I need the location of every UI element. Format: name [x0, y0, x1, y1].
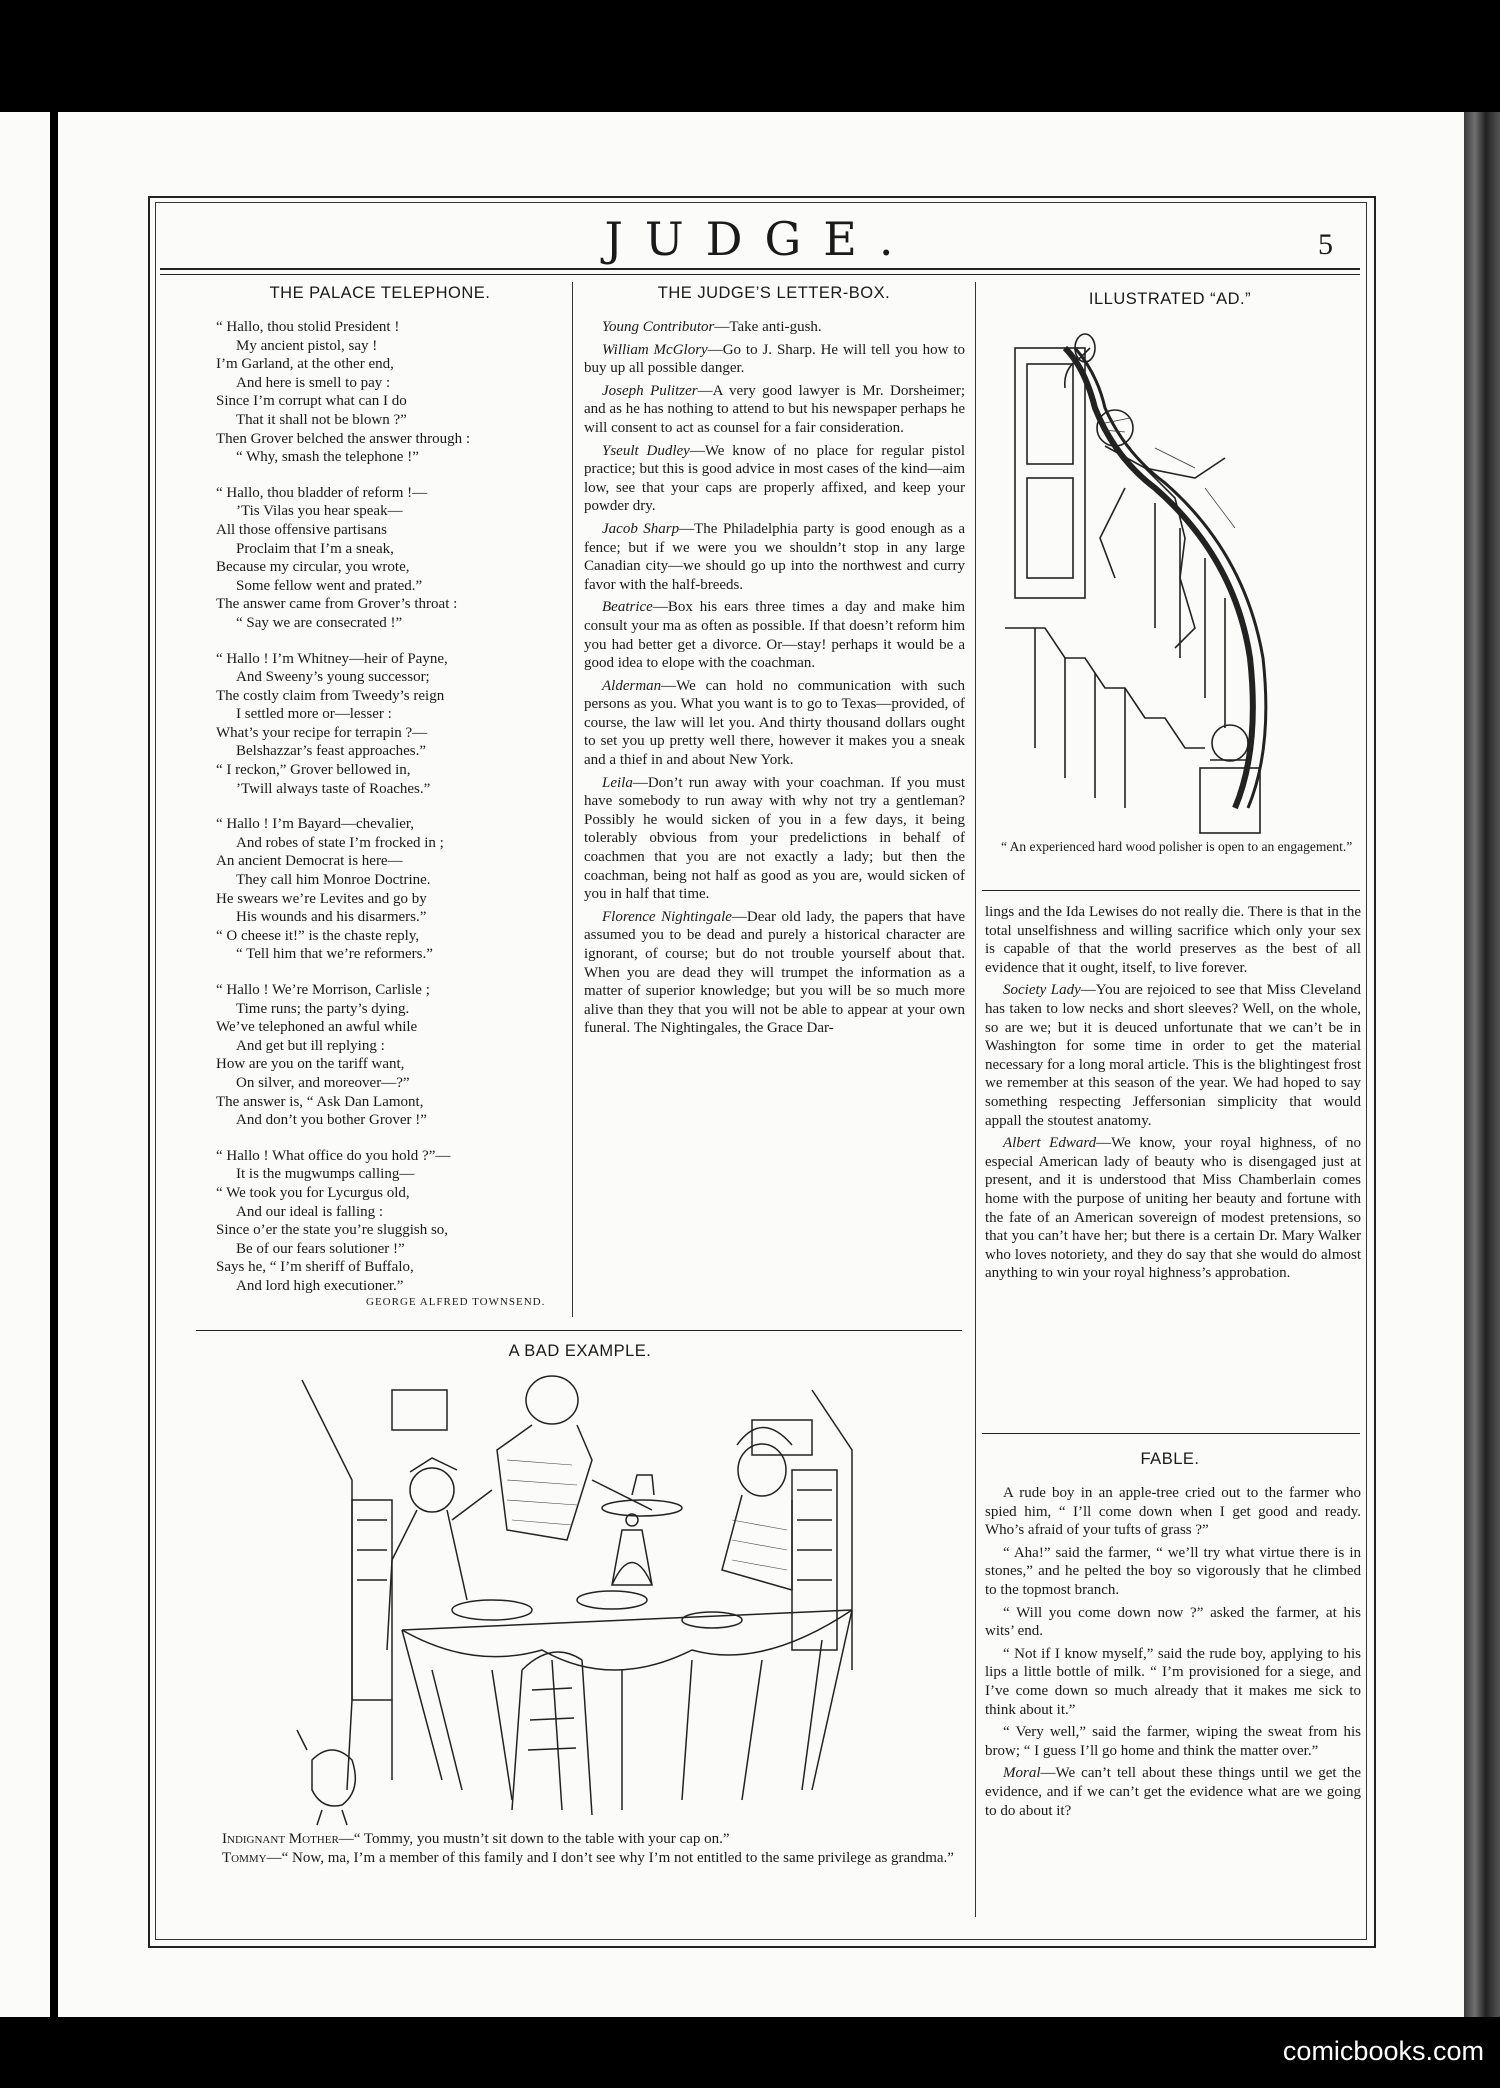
poem-line: “ Say we are consecrated !” — [236, 614, 403, 631]
poem-line: Time runs; the party’s dying. — [236, 1000, 410, 1017]
poem-line: He swears we’re Levites and go by — [216, 890, 427, 907]
correspondent-name: Yseult Dudley — [602, 442, 690, 459]
poem-line: And here is smell to pay : — [236, 374, 391, 391]
reply-text: —You are rejoiced to see that Miss Cleveland has taken to low necks and short sleeves? Well, on the whole, so are we; but it is deuced unfortunate that we can’t be in Washington for some time in order to get the material necessary for a long moral article. This is the blightingest frost we remember at this season of the year. We had hoped to say something respecting Jeffersonian simplicity that would appall the stoutest anatomy. — [985, 982, 1361, 1129]
fable-title: FABLE. — [1140, 1450, 1200, 1468]
poem-line: The answer is, “ Ask Dan Lamont, — [216, 1093, 424, 1110]
poem-stanza — [216, 484, 566, 633]
reply-text: —The Philadelphia party is good enough as a fence; but if we were you we shouldn’t stop in any large Canadian city—we should go up into the northwest and curry favor with the half-breeds. — [584, 520, 965, 593]
correspondent-name: Albert Edward — [1003, 1135, 1097, 1152]
letter-entry — [584, 677, 965, 770]
poem-line: We’ve telephoned an awful while — [216, 1019, 418, 1036]
correspondent-name: Jacob Sharp — [602, 520, 680, 537]
poem-stanza — [216, 650, 566, 799]
poem-line: And get but ill replying : — [236, 1037, 385, 1054]
poem-line: What’s your recipe for terrapin ?— — [216, 724, 428, 741]
palace-telephone-poem — [216, 318, 566, 1313]
poem-line: The costly claim from Tweedy’s reign — [216, 687, 445, 704]
masthead-rule-top — [160, 268, 1360, 270]
poem-line: “ Hallo, thou bladder of reform !— — [216, 484, 428, 501]
fable-paragraph: “ Very well,” said the farmer, wiping the sweat from his brow; “ I guess I’ll go home and think the matter over.” — [985, 1724, 1361, 1759]
poem-line: I’m Garland, at the other end, — [216, 356, 394, 373]
poem-line: The answer came from Grover’s throat : — [216, 596, 458, 613]
page-number: 5 — [1318, 228, 1333, 261]
poem-line: “ Hallo ! What office do you hold ?”— — [216, 1147, 451, 1164]
previous-page-edge — [0, 112, 50, 2017]
illustrated-ad-title: ILLUSTRATED “AD.” — [1088, 290, 1252, 308]
poem-line: And robes of state I’m frocked in ; — [236, 834, 444, 851]
bad-example-rule — [196, 1330, 962, 1331]
fable-paragraph: A rude boy in an apple-tree cried out to the farmer who spied him, “ I’ll come down when I get good and ready. Who’s afraid of your tufts of grass ?” — [985, 1485, 1361, 1539]
watermark: comicbooks.com — [1282, 2036, 1484, 2066]
moral-text: —We can’t tell about these things until we get the evidence, and if we can’t get the evidence what are we going to do about it? — [985, 1765, 1361, 1819]
letter-box-title: THE JUDGE’S LETTER-BOX. — [657, 284, 891, 302]
poem-line: My ancient pistol, say ! — [236, 337, 378, 354]
poem-stanza — [216, 981, 566, 1130]
letter-entry — [985, 1134, 1361, 1283]
poem-line: Some fellow went and prated.” — [236, 577, 423, 594]
fable-rule — [982, 1433, 1360, 1434]
letter-entry — [584, 341, 965, 378]
poem-line: “ Hallo ! I’m Whitney—heir of Payne, — [216, 650, 448, 667]
poem-line: “ Why, smash the telephone !” — [236, 449, 419, 466]
mother-line: —“ Tommy, you mustn’t sit down to the table with your cap on.” — [338, 1831, 730, 1847]
moral-label: Moral — [1003, 1765, 1041, 1782]
bad-example-caption — [222, 1830, 962, 1867]
caption-line-mother — [222, 1830, 962, 1849]
poem-line: His wounds and his disarmers.” — [236, 909, 427, 926]
poem-line: Since I’m corrupt what can I do — [216, 393, 407, 410]
poem-line: Since o’er the state you’re sluggish so, — [216, 1222, 449, 1239]
poem-line: ’Tis Vilas you hear speak— — [236, 503, 403, 520]
poem-line: And lord high executioner.” — [236, 1277, 404, 1294]
letter-box-column — [584, 318, 965, 1042]
poem-line: And Sweeny’s young successor; — [236, 669, 430, 686]
correspondent-name: William McGlory — [602, 341, 708, 358]
poem-line: I settled more or—lesser : — [236, 706, 392, 723]
fable-paragraph: “ Will you come down now ?” asked the farmer, at his wits’ end. — [985, 1604, 1361, 1640]
correspondent-name: Beatrice — [602, 599, 653, 616]
correspondent-name: Society Lady — [1003, 982, 1081, 999]
poem-line: Be of our fears solutioner !” — [236, 1240, 405, 1257]
poem-line: Because my circular, you wrote, — [216, 559, 410, 576]
masthead-title: JUDGE. — [604, 212, 916, 266]
letter-entry — [584, 442, 965, 516]
poem-stanza — [216, 815, 566, 964]
correspondent-name: Young Contributor — [602, 319, 715, 335]
poem-line: Says he, “ I’m sheriff of Buffalo, — [216, 1259, 414, 1276]
correspondent-name: Joseph Pulitzer — [602, 382, 698, 399]
speaker-tommy: Tommy — [222, 1849, 267, 1866]
palace-telephone-title: THE PALACE TELEPHONE. — [269, 284, 491, 302]
reply-text: —Don’t run away with your coachman. If you must have somebody to run away with why not try a gentleman? Possibly he would sicken of you in a few days, it being tolerably obvious from your predelictions in behalf of coachmen that you are not exactly a lady; but then the coachman, being not half as good as you are, would sicken of you in half that time. — [584, 774, 965, 903]
letter-entry — [584, 598, 965, 672]
poem-line: It is the mugwumps calling— — [236, 1166, 415, 1183]
poem-line: “ We took you for Lycurgus old, — [216, 1184, 410, 1201]
letter-entry — [584, 774, 965, 904]
caption-line-tommy — [222, 1849, 962, 1868]
column-divider-2 — [975, 282, 976, 1917]
poem-line: Then Grover belched the answer through : — [216, 430, 471, 447]
tommy-line: —“ Now, ma, I’m a member of this family and I don’t see why I’m not entitled to the same privilege as grandma.” — [266, 1849, 954, 1866]
poem-line: “ I reckon,” Grover bellowed in, — [216, 762, 411, 779]
continued-text: lings and the Ida Lewises do not really die. There is that in the total unselfishness and willing sacrifice which only your sex is capable of that the world preserves as the best of all evidence that it ought, itself, to live forever. — [985, 904, 1361, 976]
letter-box-continuation — [985, 903, 1361, 1287]
poem-line: “ Tell him that we’re reformers.” — [236, 946, 433, 963]
reply-text: —We can hold no communication with such persons as you. What you want is to go to Texas—provided, of course, the law will let you. And thirty thousand dollars ought to set you up pretty well there, however it makes you a sneak and a thief in and about New York. — [584, 677, 965, 769]
poem-line: An ancient Democrat is here— — [216, 853, 403, 870]
dinner-table-illustration — [292, 1370, 872, 1830]
correspondent-name: Leila — [602, 774, 633, 791]
fable-paragraph: “ Aha!” said the farmer, “ we’ll try what virtue there is in stones,” and he pelted the boy so vigorously that he climbed to the topmost branch. — [985, 1544, 1361, 1598]
poem-line: And our ideal is falling : — [236, 1203, 384, 1220]
letter-entry — [584, 908, 965, 1038]
letter-entry — [985, 981, 1361, 1130]
poem-line: ’Twill always taste of Roaches.” — [236, 780, 431, 797]
stair-polisher-illustration — [1005, 328, 1295, 838]
fable-paragraph: “ Not if I know myself,” said the rude boy, applying to his lips a little bottle of milk. “ I’m provisioned for a siege, and I’ve come down so much already that it makes me sick to think about it.” — [985, 1645, 1361, 1718]
correspondent-name: Alderman — [602, 677, 662, 694]
poem-line: “ Hallo ! We’re Morrison, Carlisle ; — [216, 982, 430, 998]
reply-text: —Take anti-gush. — [714, 319, 822, 335]
poem-stanza — [216, 318, 566, 467]
poem-line: All those offensive partisans — [216, 521, 387, 538]
poem-line: “ O cheese it!” is the chaste reply, — [216, 927, 420, 944]
poem-line: “ Hallo, thou stolid President ! — [216, 319, 400, 335]
letter-entry — [584, 382, 965, 438]
poem-line: On silver, and moreover—?” — [236, 1074, 410, 1091]
poem-line: And don’t you bother Grover !” — [236, 1112, 427, 1129]
masthead-rule-bottom — [160, 274, 1360, 275]
speaker-mother: Indignant Mother — [222, 1831, 339, 1847]
reply-text: —We know of no place for regular pistol practice; but this is good advice in most cases of the kind—aim low, see that your caps are properly affixed, and keep your powder dry. — [584, 442, 965, 515]
poem-line: That it shall not be blown ?” — [236, 411, 407, 428]
ad-rule — [982, 890, 1360, 891]
poem-line: Belshazzar’s feast approaches.” — [236, 743, 427, 760]
poem-line: How are you on the tariff want, — [216, 1056, 405, 1073]
reply-text: —Dear old lady, the papers that have assumed you to be dead and purely a historical character are ignorant, of course; but do not trouble yourself about that. When you are dead they will trumpet the information as a matter of superior knowledge; but you will be so much more alive than they that you will not be able to appear at your own funeral. The Nightingales, the Grace Dar- — [584, 908, 965, 1037]
poem-line: They call him Monroe Doctrine. — [236, 872, 431, 889]
bad-example-title: A BAD EXAMPLE. — [508, 1342, 652, 1360]
letter-entry — [584, 520, 965, 594]
poem-line: Proclaim that I’m a sneak, — [236, 540, 394, 557]
poem-author: GEORGE ALFRED TOWNSEND. — [366, 1296, 546, 1308]
correspondent-name: Florence Nightingale — [602, 908, 732, 925]
letter-entry — [584, 318, 965, 337]
fable-moral — [985, 1764, 1361, 1820]
reply-text: —Go to J. Sharp. He will tell you how to buy up all possible danger. — [584, 341, 965, 377]
reply-text: —Box his ears three times a day and make him consult your ma as often as possible. If that doesn’t reform him you had better get a divorce. Or—stay! perhaps it would be a good idea to elope with the coachman. — [584, 599, 965, 672]
illustrated-ad-caption: “ An experienced hard wood polisher is open to an engagement.” — [1001, 839, 1353, 854]
poem-stanza — [216, 1147, 566, 1296]
reply-text: —We know, your royal highness, of no especial American lady of beauty who is disengaged just at present, and it is understood that Miss Chamberlain comes home with the purpose of uniting her beauty and fortune with the fate of an American sovereign of modest pretensions, so that you can’t have her; but there is a certain Dr. Mary Walker who loves notoriety, and they do say that she would do almost anything to win your royal highness’s approbation. — [985, 1135, 1361, 1282]
column-divider-1 — [572, 282, 573, 1317]
fable-text — [985, 1484, 1361, 1824]
reply-text: —A very good lawyer is Mr. Dorsheimer; and as he has nothing to attend to but his newspaper perhaps he will consent to act as counsel for a fair consideration. — [584, 382, 965, 436]
poem-line: “ Hallo ! I’m Bayard—chevalier, — [216, 816, 415, 833]
binding-edge — [1464, 112, 1500, 2017]
